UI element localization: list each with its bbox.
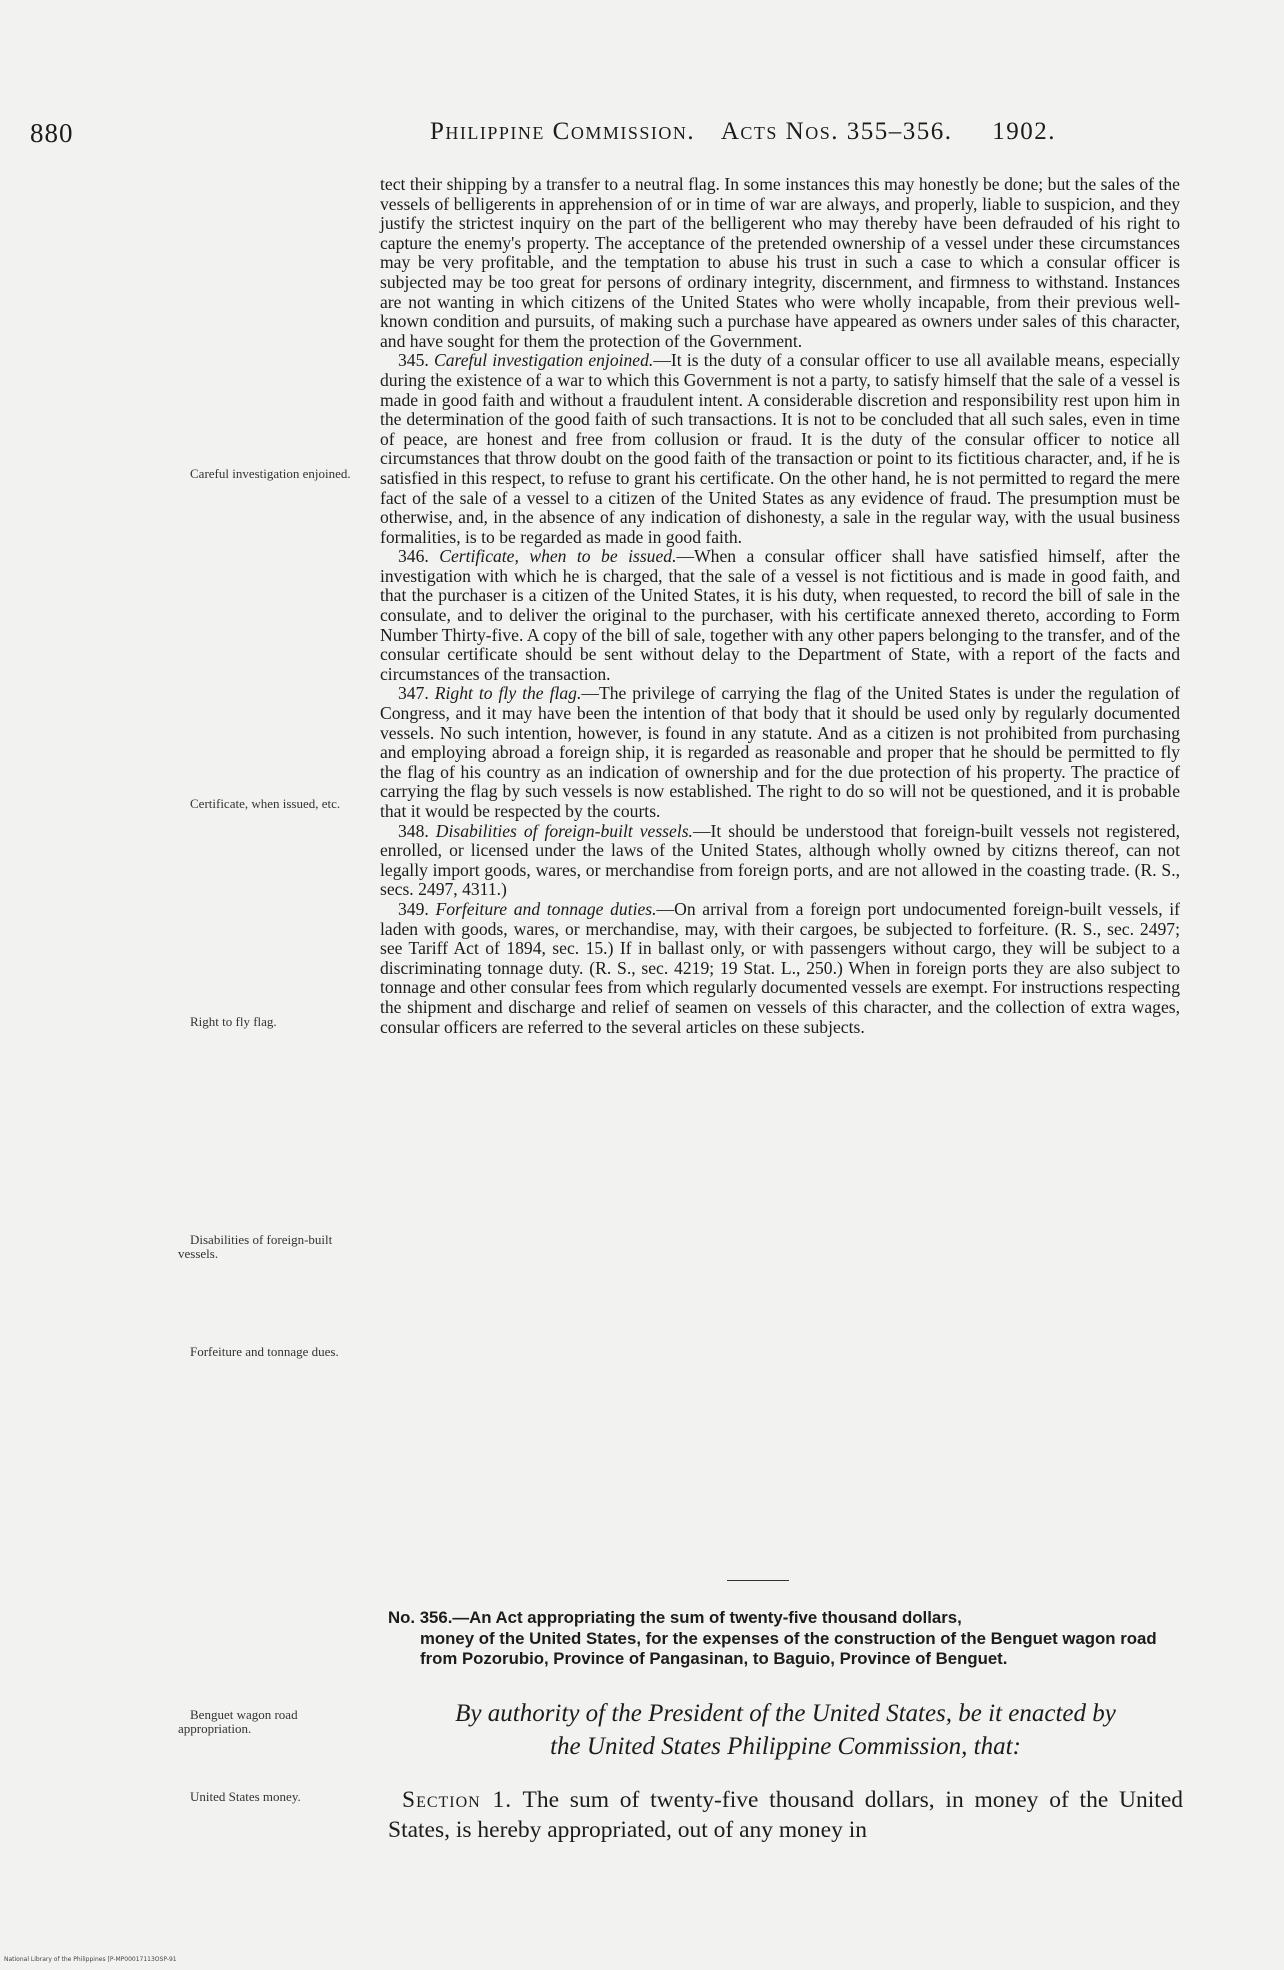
- section-348-title: Disabilities of foreign-built vessels.: [435, 820, 693, 841]
- margin-note-disabilities: Disabilities of foreign-built vessels.: [178, 1232, 333, 1261]
- page-number: 880: [30, 118, 74, 148]
- section-349-text: —On arrival from a foreign port undocumented foreign-built vessels, if laden with goods, wares, or merchandise, may, with their cargoes, be subjected to forfeiture. (R. S., sec. 2497; see Tariff Act of 1894, sec. 15.) If in ballast only, or with passengers without cargo, they will be subject to a discriminating tonnage duty. (R. S., sec. 4219; 19 Stat. L., 250.) When in foreign ports they are also subject to tonnage and other consular fees from which regularly documented vessels are exempt. For instructions respecting the shipment and discharge and relief of seamen on vessels of this character, and the collection of extra wages, consular officers are referred to the several articles on these subjects.: [380, 898, 1180, 1037]
- section-divider-rule: [727, 1580, 789, 1581]
- section-348: [380, 822, 1180, 900]
- margin-note-united-states-money: United States money.: [190, 1789, 301, 1804]
- section-347-text: —The privilege of carrying the flag of the United States is under the regulation of Congress, and it may have been the intention of that body that it should be used only by regularly documented vessels. No such intention, however, is found in any statute. And as a citizen is not prohibited from purchasing and employing abroad a foreign ship, it is regarded as reasonable and proper that he should be permitted to fly the flag of his country as an indication of ownership and for the due protection of his property. The practice of carrying the flag by such vessels is now established. The right to do so will not be questioned, and it is probable that it would be respected by the courts.: [380, 683, 1180, 821]
- running-head: [430, 118, 1056, 146]
- section-348-text: —It should be understood that foreign-built vessels not registered, enrolled, or licensed under the laws of the United States, although wholly owned by citizns thereof, can not legally import goods, wares, or merchandise from foreign ports, and are not allowed in the coasting trade. (R. S., secs. 2497, 4311.): [380, 820, 1180, 900]
- section-347: [380, 684, 1180, 821]
- acts-range: Acts Nos. 355–356.: [720, 118, 953, 145]
- margin-note-right-to-fly-flag: Right to fly flag.: [190, 1014, 277, 1029]
- section-346-number: 346.: [398, 546, 429, 567]
- act-356-heading-line1: No. 356.—An Act appropriating the sum of twenty-five thousand dollars,: [388, 1608, 962, 1627]
- body-text-column: [380, 175, 1180, 1037]
- continuation-paragraph: tect their shipping by a transfer to a neutral flag. In some instances this may honestly be done; but the sales of the vessels of belligerents in apprehension of or in time of war are always, and properly, liable to suspicion, and they justify the strictest inquiry on the part of the belligerent who may thereby have been defrauded of his right to capture the enemy's property. The acceptance of the pretended ownership of a vessel under these circumstances may be very profitable, and the temptation to abuse his trust in such a case to which a consular officer is subjected may be too great for persons of ordinary integrity, discernment, and firmness to withstand. Instances are not wanting in which citizens of the United States who were wholly incapable, from their previous well-known condition and pursuits, of making such a purchase have appeared as owners under sales of this character, and have sought for them the protection of the Government.: [380, 174, 1180, 351]
- section-345-text: —It is the duty of a consular officer to use all available means, especially during the existence of a war to which this Government is not a party, to satisfy himself that the sale of a vessel is made in good faith and without a fraudulent intent. A considerable discretion and responsibility rest upon him in the determination of the good faith of such transactions. It is not to be concluded that all such sales, even in time of peace, are honest and free from collusion or fraud. It is the duty of the consular officer to notice all circumstances that throw doubt on the good faith of the transaction or point to its fictitious character, and, if he is satisfied in this respect, to refuse to grant his certificate. On the other hand, he is not permitted to regard the mere fact of the sale of a vessel to a citizen of the United States as any evidence of fraud. The presumption must be otherwise, and, in the absence of any indication of dishonesty, a sale in the regular way, with the usual business formalities, is to be regarded as made in good faith.: [380, 350, 1181, 547]
- act-356-heading: [388, 1608, 1183, 1670]
- section-349-number: 349.: [398, 898, 429, 919]
- section-346-text: —When a consular officer shall have satisfied himself, after the investigation with which he is charged, that the sale of a vessel is not fictitious and is made in good faith, and that the purchaser is a citizen of the United States, it is his duty, when requested, to record the bill of sale in the consulate, and to deliver the original to the purchaser, with his certificate annexed thereto, according to Form Number Thirty-five. A copy of the bill of sale, together with any other papers belonging to the transfer, and of the consular certificate should be sent without delay to the Department of State, with a report of the facts and circumstances of the transaction.: [380, 546, 1180, 684]
- section-347-title: Right to fly the flag.: [434, 683, 582, 704]
- margin-note-forfeiture: Forfeiture and tonnage dues.: [190, 1344, 339, 1359]
- enacting-clause: [388, 1697, 1183, 1763]
- section-347-number: 347.: [398, 683, 429, 704]
- section-345-number: 345.: [398, 350, 429, 371]
- library-stamp: National Library of the Philippines [P-MP00017113OSP-91: [4, 1956, 177, 1963]
- margin-note-benguet: Benguet wagon road appropriation.: [178, 1707, 298, 1736]
- running-title: Philippine Commission.: [430, 118, 696, 145]
- enacting-clause-line2: the United States Philippine Commission, that:: [550, 1733, 1021, 1760]
- act-356-heading-rest: money of the United States, for the expenses of the construction of the Benguet wagon road from Pozorubio, Province of Pangasinan, to Baguio, Province of Benguet.: [420, 1628, 1157, 1668]
- section-345-title: Careful investigation enjoined.: [433, 350, 654, 371]
- section-349-title: Forfeiture and tonnage duties.: [435, 898, 657, 919]
- enacting-clause-line1: By authority of the President of the United States, be it enacted by: [455, 1700, 1116, 1727]
- section-one-label: Section 1.: [402, 1787, 513, 1813]
- section-348-number: 348.: [398, 820, 429, 841]
- section-346: [380, 547, 1180, 684]
- page-year: 1902.: [992, 118, 1056, 145]
- section-one: [388, 1785, 1183, 1845]
- section-one-text: The sum of twenty-five thousand dollars, in money of the United States, is hereby appropriated, out of any money in: [388, 1787, 1183, 1843]
- margin-note-certificate: Certificate, when issued, etc.: [190, 796, 341, 811]
- section-346-title: Certificate, when to be issued.: [439, 546, 677, 567]
- margin-note-careful-investigation: Careful investigation enjoined.: [190, 466, 351, 481]
- section-345: [380, 351, 1180, 547]
- section-349: [380, 900, 1180, 1037]
